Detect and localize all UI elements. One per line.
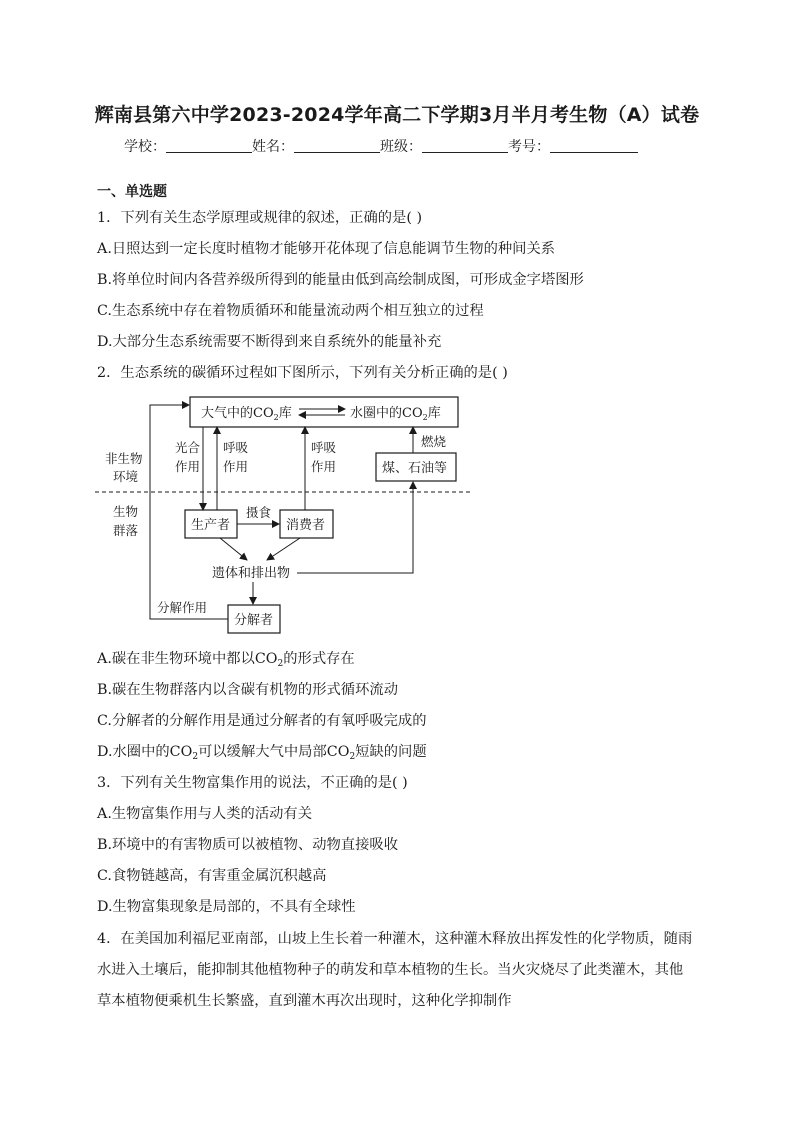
q1-stem: 1．下列有关生态学原理或规律的叙述，正确的是( ) [97, 210, 423, 226]
respiration-label-2a: 呼吸 [311, 440, 337, 455]
water-co2-label: 水圈中的$CO_2$库 [350, 406, 441, 422]
exam-title: 辉南县第六中学2023-2024学年高二下学期3月半月考生物（A）试卷 [94, 104, 700, 126]
atmosphere-co2-label: 大气中的$CO_2$库 [201, 406, 292, 422]
school-blank[interactable] [166, 138, 252, 153]
biotic-community-label-1: 生物 [113, 504, 139, 519]
respiration-label-1b: 作用 [223, 459, 249, 474]
q3-option-c: C.食物链越高，有害重金属沉积越高 [97, 868, 327, 884]
abiotic-env-label-1: 非生物 [105, 451, 143, 466]
abiotic-env-label-2: 环境 [113, 469, 139, 484]
decomposer-label: 分解者 [234, 613, 274, 628]
ingestion-label: 摄食 [246, 505, 272, 520]
q2-option-b: B.碳在生物群落内以含碳有机物的形式循环流动 [97, 682, 398, 698]
q3-option-b: B.环境中的有害物质可以被植物、动物直接吸收 [97, 837, 398, 853]
student-info-line [124, 136, 638, 156]
name-blank[interactable] [294, 138, 380, 153]
q2-option-d: D.水圈中的$CO_2$可以缓解大气中局部$CO_2$短缺的问题 [97, 744, 427, 762]
class-label: 班级： [380, 139, 422, 155]
decomposition-arrow [150, 405, 231, 619]
q1-option-d: D.大部分生态系统需要不断得到来自系统外的能量补充 [97, 334, 442, 350]
q3-option-a: A.生物富集作用与人类的活动有关 [97, 806, 313, 822]
respiration-label-1a: 呼吸 [223, 440, 249, 455]
q3-stem: 3．下列有关生物富集作用的说法，不正确的是( ) [97, 775, 408, 791]
q1-option-b: B.将单位时间内各营养级所得到的能量由低到高绘制成图，可形成金字塔图形 [97, 272, 584, 288]
fossil-fuel-label: 煤、石油等 [382, 461, 448, 476]
q1-option-c: C.生态系统中存在着物质循环和能量流动两个相互独立的过程 [97, 303, 484, 319]
remains-label: 遗体和排出物 [212, 566, 291, 581]
producer-remains-arrow [220, 538, 247, 560]
biotic-community-label-2: 群落 [113, 523, 139, 538]
photosynthesis-label-2: 作用 [175, 459, 201, 474]
q4-stem: 4．在美国加利福尼亚南部，山坡上生长着一种灌木，这种灌木释放出挥发性的化学物质，随雨水进入土壤后，能抑制其他植物种子的萌发和草本植物的生长。当火灾烧尽了此类灌木，其他草本植物便乘机生长繁盛，直到灌木再次出现时，这种化学抑制作 [97, 931, 693, 1009]
consumer-label: 消费者 [286, 518, 326, 533]
carbon-cycle-diagram [95, 390, 480, 640]
q2-option-a: A.碳在非生物环境中都以$CO_2$的形式存在 [97, 651, 355, 669]
q3-option-d: D.生物富集现象是局部的，不具有全球性 [97, 899, 356, 915]
section-title: 一、单选题 [97, 184, 167, 200]
q2-stem: 2．生态系统的碳循环过程如下图所示，下列有关分析正确的是( ) [97, 365, 508, 381]
number-label: 考号： [508, 139, 550, 155]
number-blank[interactable] [550, 138, 638, 153]
school-label: 学校： [124, 139, 166, 155]
decomposition-label: 分解作用 [157, 600, 208, 615]
photosynthesis-label-1: 光合 [175, 440, 201, 455]
respiration-label-2b: 作用 [311, 459, 337, 474]
class-blank[interactable] [422, 138, 508, 153]
name-label: 姓名： [252, 139, 294, 155]
combustion-label: 燃烧 [421, 434, 447, 449]
q1-option-a: A.日照达到一定长度时植物才能够开花体现了信息能调节生物的种间关系 [97, 241, 556, 257]
producer-label: 生产者 [191, 518, 231, 533]
consumer-remains-arrow [267, 538, 300, 560]
q2-option-c: C.分解者的分解作用是通过分解者的有氧呼吸完成的 [97, 713, 427, 729]
